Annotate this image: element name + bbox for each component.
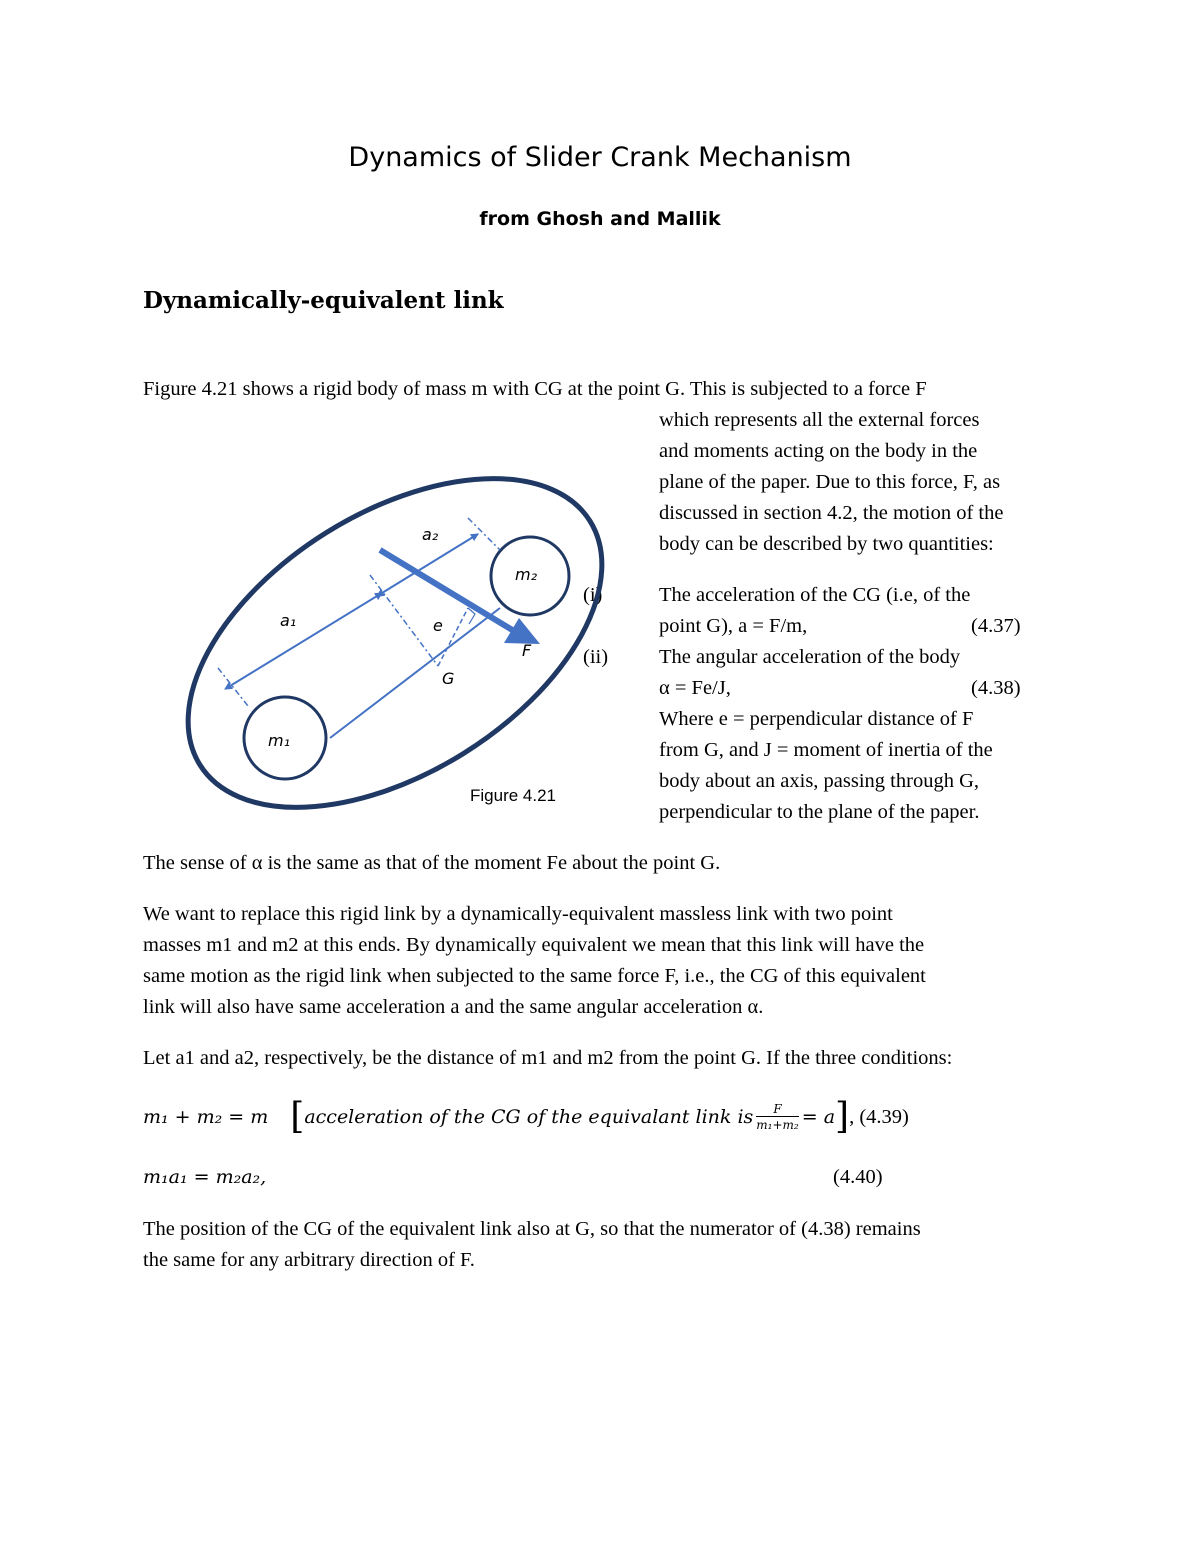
eq439-close-bracket: ]	[835, 1096, 850, 1137]
where-line: Where e = perpendicular distance of F	[659, 708, 974, 730]
section-heading: Dynamically-equivalent link	[143, 287, 504, 314]
where-line: perpendicular to the plane of the paper.	[659, 801, 980, 823]
label-m1: m₁	[268, 731, 290, 750]
para4-line: The position of the CG of the equivalent link also at G, so that the numerator of (4.38) remains	[143, 1218, 921, 1240]
equation-number-440: (4.40)	[833, 1166, 883, 1188]
right-line: plane of the paper. Due to this force, F, as	[659, 471, 1001, 493]
equation-4-39	[143, 1092, 909, 1142]
item1-line1: The acceleration of the CG (i.e, of the	[659, 584, 971, 606]
rigid-body-outline	[170, 448, 620, 828]
right-angle-mark	[468, 608, 475, 624]
para2-line: masses m1 and m2 at this ends. By dynamically equivalent we mean that this link will have the	[143, 934, 925, 956]
label-f: F	[522, 641, 532, 660]
where-line: from G, and J = moment of inertia of the	[659, 739, 993, 761]
eq439-bracket-text: acceleration of the CG of the equivalant link is	[304, 1106, 754, 1128]
eq439-open-bracket: [	[290, 1096, 305, 1137]
right-line: which represents all the external forces	[659, 409, 980, 431]
item2-line1: The angular acceleration of the body	[659, 646, 961, 668]
para2-line: link will also have same acceleration a and the same angular acceleration α.	[143, 996, 764, 1018]
item-marker-ii: (ii)	[583, 646, 609, 668]
para4-line: the same for any arbitrary direction of F.	[143, 1249, 475, 1271]
label-e: e	[433, 616, 443, 635]
label-a2: a₂	[422, 525, 439, 544]
extension-line-m2	[468, 518, 500, 550]
label-g: G	[442, 669, 455, 688]
page-title: Dynamics of Slider Crank Mechanism	[348, 142, 852, 173]
dimension-a1-arrow	[230, 593, 382, 686]
right-line: and moments acting on the body in the	[659, 440, 978, 462]
eq439-frac-num: F	[773, 1102, 782, 1116]
label-m2: m₂	[515, 565, 537, 584]
figure-4-21	[170, 448, 620, 828]
para2-line: same motion as the rigid link when subjected to the same force F, i.e., the CG of this equivalent	[143, 965, 926, 987]
equation-4-40: m₁a₁ = m₂a₂,	[143, 1166, 267, 1188]
item2-line2: α = Fe/J,	[659, 677, 731, 699]
intro-paragraph: Figure 4.21 shows a rigid body of mass m with CG at the point G. This is subjected to a force F	[143, 378, 927, 400]
link-line	[330, 608, 500, 738]
equation-number-438: (4.38)	[971, 677, 1021, 699]
where-line: body about an axis, passing through G,	[659, 770, 979, 792]
eq439-rhs: = a	[801, 1106, 836, 1128]
eq439-fraction	[756, 1102, 798, 1132]
label-a1: a₁	[280, 611, 297, 630]
item-marker-i: (i)	[583, 584, 603, 606]
figure-caption: Figure 4.21	[470, 786, 556, 805]
right-line: discussed in section 4.2, the motion of the	[659, 502, 1004, 524]
para2-line: We want to replace this rigid link by a dynamically-equivalent massless link with two point	[143, 903, 893, 925]
extension-line-m1	[218, 668, 248, 706]
equation-number-437: (4.37)	[971, 615, 1021, 637]
page-subtitle: from Ghosh and Mallik	[479, 208, 721, 230]
right-line: body can be described by two quantities:	[659, 533, 994, 555]
eq439-lhs: m₁ + m₂ = m	[143, 1106, 269, 1128]
eq439-number: , (4.39)	[849, 1105, 909, 1128]
item1-line2: point G), a = F/m,	[659, 615, 808, 637]
para3: Let a1 and a2, respectively, be the distance of m1 and m2 from the point G. If the three conditions:	[143, 1047, 953, 1069]
eq439-frac-den: m₁+m₂	[756, 1118, 799, 1132]
sense-paragraph: The sense of α is the same as that of the moment Fe about the point G.	[143, 852, 721, 874]
extension-line-g	[370, 575, 438, 666]
